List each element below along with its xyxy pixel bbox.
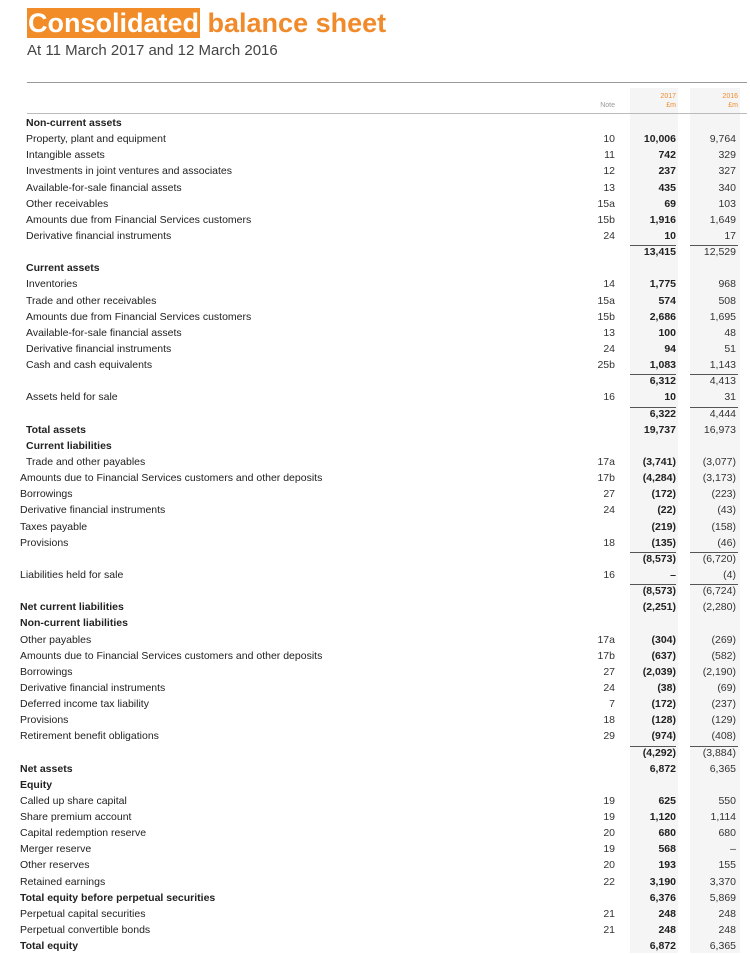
row-label: Amounts due to Financial Services customers and other deposits (20, 472, 323, 485)
row-value-2016: (129) (711, 714, 736, 727)
row-value-2017: 6,872 (649, 762, 676, 775)
row-value-2016: 340 (718, 181, 736, 194)
row-value-2017: 435 (658, 181, 676, 194)
row-label: Total assets (26, 423, 86, 436)
row-note: 20 (603, 859, 615, 872)
table-row (0, 777, 750, 793)
row-label: Total equity before perpetual securities (20, 891, 216, 904)
row-value-2016: (2,280) (702, 601, 736, 614)
page-title (27, 8, 386, 39)
row-value-2017: (2,251) (642, 601, 676, 614)
row-value-2017: (172) (651, 488, 676, 501)
row-value-2016: (3,173) (702, 472, 736, 485)
row-label: Other reserves (20, 859, 90, 872)
row-note: 16 (603, 391, 615, 404)
table-row (0, 115, 750, 131)
row-value-2016: (4) (723, 568, 736, 581)
row-value-2016: (223) (711, 488, 736, 501)
table-row (0, 163, 750, 179)
row-label: Taxes payable (20, 520, 88, 533)
subtotal-rule (690, 552, 738, 553)
row-value-2017: (637) (651, 649, 676, 662)
row-value-2016: (269) (711, 633, 736, 646)
subtotal-rule (630, 584, 676, 585)
year-2017-unit: £m (666, 102, 676, 109)
row-label: Cash and cash equivalents (26, 359, 153, 372)
row-label: Property, plant and equipment (26, 133, 166, 146)
subtotal-rule (690, 407, 738, 408)
row-value-2017: (304) (651, 633, 676, 646)
row-value-2016: 248 (718, 907, 736, 920)
row-label: Available-for-sale financial assets (26, 181, 182, 194)
table-row (0, 486, 750, 502)
row-value-2017: (135) (651, 536, 676, 549)
row-label: Non-current assets (26, 117, 122, 129)
table-row (0, 131, 750, 147)
table-row (0, 212, 750, 228)
row-label: Borrowings (20, 665, 73, 678)
row-label: Borrowings (20, 488, 73, 501)
row-value-2016: 4,444 (709, 407, 736, 420)
table-row (0, 583, 750, 599)
row-value-2017: – (670, 568, 676, 581)
row-value-2016: 327 (718, 165, 736, 178)
row-value-2016: 6,365 (709, 762, 736, 775)
row-note: 20 (603, 827, 615, 840)
row-value-2017: 248 (658, 907, 676, 920)
row-value-2016: (46) (717, 536, 736, 549)
table-row (0, 648, 750, 664)
row-note: 17b (597, 649, 615, 662)
row-value-2017: 237 (658, 165, 676, 178)
row-note: 15b (597, 310, 615, 323)
row-value-2017: 2,686 (649, 310, 676, 323)
table-row (0, 906, 750, 922)
row-label: Derivative financial instruments (20, 504, 166, 517)
row-value-2016: (2,190) (702, 665, 736, 678)
table-row (0, 567, 750, 583)
row-value-2017: 10 (664, 391, 676, 404)
subtotal-rule (630, 407, 676, 408)
table-row (0, 454, 750, 470)
year-2016-header (690, 92, 738, 110)
row-note: 16 (603, 568, 615, 581)
row-note: 21 (603, 907, 615, 920)
row-value-2016: – (730, 843, 736, 856)
table-row (0, 389, 750, 405)
year-2016-unit: £m (728, 102, 738, 109)
row-label: Perpetual capital securities (20, 907, 146, 920)
row-value-2017: 3,190 (649, 875, 676, 888)
row-value-2016: 6,365 (709, 940, 736, 953)
row-note: 13 (603, 326, 615, 339)
table-row (0, 147, 750, 163)
table-row (0, 599, 750, 615)
row-note: 7 (609, 698, 615, 710)
row-label: Inventories (26, 278, 78, 291)
table-row (0, 406, 750, 422)
row-label: Provisions (20, 536, 69, 549)
row-value-2017: (128) (651, 714, 676, 727)
row-value-2017: 248 (658, 924, 676, 936)
row-label: Other receivables (26, 197, 109, 210)
table-row (0, 502, 750, 518)
table-row (0, 809, 750, 825)
table-row (0, 696, 750, 712)
subtotal-rule (690, 746, 738, 747)
row-value-2016: (408) (711, 730, 736, 743)
row-value-2016: 550 (718, 794, 736, 807)
table-row (0, 438, 750, 454)
row-value-2017: 742 (658, 149, 676, 162)
row-label: Available-for-sale financial assets (26, 326, 182, 339)
row-value-2017: (219) (651, 520, 676, 533)
row-label: Current assets (26, 262, 100, 275)
subtotal-rule (630, 245, 676, 246)
row-note: 19 (603, 811, 615, 823)
row-value-2017: (4,292) (642, 746, 676, 759)
row-label: Derivative financial instruments (26, 230, 172, 242)
row-value-2016: (6,720) (702, 552, 736, 565)
subtotal-rule (690, 374, 738, 375)
row-note: 12 (603, 165, 615, 178)
row-note: 10 (603, 133, 615, 146)
row-value-2017: 1,120 (649, 811, 676, 823)
table-row (0, 761, 750, 777)
row-value-2017: 193 (658, 859, 676, 872)
row-label: Liabilities held for sale (20, 568, 124, 581)
subtotal-rule (630, 374, 676, 375)
row-value-2016: (6,724) (702, 585, 736, 598)
row-value-2016: (43) (717, 504, 736, 517)
subtotal-rule (690, 584, 738, 585)
row-note: 17a (597, 455, 615, 468)
row-note: 19 (603, 794, 615, 807)
row-value-2016: 329 (718, 149, 736, 162)
row-label: Net assets (20, 762, 73, 775)
note-column-header: Note (600, 102, 615, 109)
row-label: Perpetual convertible bonds (20, 924, 151, 936)
subtotal-rule (630, 552, 676, 553)
row-label: Deferred income tax liability (20, 698, 149, 710)
row-value-2017: 10 (664, 230, 676, 242)
row-value-2016: (3,077) (702, 455, 736, 468)
row-note: 15a (597, 197, 615, 210)
row-value-2016: 31 (724, 391, 736, 404)
row-note: 18 (603, 536, 615, 549)
table-row (0, 422, 750, 438)
row-label: Current liabilities (26, 439, 112, 452)
row-note: 24 (603, 343, 615, 355)
year-2017-header (630, 92, 676, 110)
table-row (0, 728, 750, 744)
row-note: 27 (603, 665, 615, 678)
table-row (0, 632, 750, 648)
row-value-2017: (974) (651, 730, 676, 743)
table-row (0, 874, 750, 890)
table-row (0, 615, 750, 631)
row-value-2016: 968 (718, 278, 736, 291)
row-value-2016: 4,413 (709, 375, 736, 388)
row-note: 15b (597, 213, 615, 226)
row-value-2016: 51 (724, 343, 736, 355)
table-row (0, 519, 750, 535)
row-label: Amounts due from Financial Services customers (26, 310, 252, 323)
row-note: 13 (603, 181, 615, 194)
row-value-2017: 680 (658, 827, 676, 840)
row-value-2016: 508 (718, 294, 736, 307)
table-row (0, 535, 750, 551)
table-row (0, 841, 750, 857)
row-value-2016: 12,529 (703, 246, 736, 259)
table-row (0, 551, 750, 567)
title-rest: balance sheet (207, 8, 387, 38)
page-subtitle: At 11 March 2017 and 12 March 2016 (27, 42, 278, 59)
row-note: 24 (603, 681, 615, 694)
table-row (0, 244, 750, 260)
row-value-2017: 13,415 (643, 246, 676, 259)
table-row (0, 228, 750, 244)
row-note: 25b (597, 359, 615, 372)
row-label: Non-current liabilities (20, 617, 128, 630)
row-value-2017: 19,737 (643, 423, 676, 436)
row-value-2017: 6,872 (649, 940, 676, 953)
row-value-2017: (22) (657, 504, 676, 517)
row-note: 27 (603, 488, 615, 501)
table-row (0, 325, 750, 341)
row-value-2016: (237) (711, 698, 736, 710)
row-label: Intangible assets (26, 149, 105, 162)
table-row (0, 745, 750, 761)
row-label: Amounts due from Financial Services customers (26, 213, 252, 226)
table-row (0, 260, 750, 276)
row-note: 29 (603, 730, 615, 743)
row-value-2016: 1,114 (710, 811, 736, 823)
row-value-2017: 94 (664, 343, 676, 355)
table-row (0, 664, 750, 680)
row-note: 22 (603, 875, 615, 888)
row-value-2016: 1,695 (709, 310, 736, 323)
row-value-2016: 17 (724, 230, 736, 242)
row-value-2017: 625 (658, 794, 676, 807)
table-row (0, 309, 750, 325)
row-label: Derivative financial instruments (20, 681, 166, 694)
row-label: Derivative financial instruments (26, 343, 172, 355)
table-row (0, 938, 750, 954)
row-value-2016: 103 (718, 197, 736, 210)
row-value-2017: 6,322 (649, 407, 676, 420)
row-label: Amounts due to Financial Services customers and other deposits (20, 649, 323, 662)
row-label: Trade and other payables (26, 455, 146, 468)
row-value-2017: (3,741) (642, 455, 676, 468)
row-label: Total equity (20, 940, 79, 953)
row-value-2016: 3,370 (709, 875, 736, 888)
table-row (0, 857, 750, 873)
row-value-2017: 10,006 (643, 133, 676, 146)
row-value-2016: 5,869 (709, 891, 736, 904)
row-label: Capital redemption reserve (20, 827, 147, 840)
header-rule (27, 82, 747, 83)
row-label: Merger reserve (20, 843, 92, 856)
row-label: Assets held for sale (26, 391, 118, 404)
row-note: 11 (604, 149, 615, 162)
title-highlight: Consolidated (28, 8, 200, 38)
table-row (0, 196, 750, 212)
row-note: 21 (603, 924, 615, 936)
table-row (0, 276, 750, 292)
row-value-2016: 1,143 (709, 359, 736, 372)
row-label: Called up share capital (20, 794, 127, 807)
row-value-2017: (8,573) (642, 585, 676, 598)
table-row (0, 357, 750, 373)
row-label: Investments in joint ventures and associates (26, 165, 233, 178)
table-row (0, 793, 750, 809)
row-value-2016: 9,764 (709, 133, 736, 146)
subtotal-rule (630, 746, 676, 747)
row-value-2017: (4,284) (642, 472, 676, 485)
table-row (0, 680, 750, 696)
table-row (0, 470, 750, 486)
row-value-2017: 69 (664, 197, 676, 210)
row-value-2016: 155 (718, 859, 736, 872)
row-label: Trade and other receivables (26, 294, 157, 307)
year-2017-label: 2017 (660, 93, 676, 100)
row-label: Other payables (20, 633, 92, 646)
row-note: 17b (597, 472, 615, 485)
row-note: 19 (603, 843, 615, 856)
row-value-2016: 1,649 (709, 213, 736, 226)
table-row (0, 180, 750, 196)
year-2016-label: 2016 (722, 93, 738, 100)
table-row (0, 712, 750, 728)
table-row (0, 341, 750, 357)
row-note: 18 (603, 714, 615, 727)
row-note: 24 (603, 504, 615, 517)
row-label: Net current liabilities (20, 601, 124, 614)
row-note: 24 (603, 230, 615, 242)
row-value-2016: 248 (718, 924, 736, 936)
row-value-2016: (158) (711, 520, 736, 533)
row-label: Provisions (20, 714, 69, 727)
row-value-2016: (582) (711, 649, 736, 662)
table-row (0, 293, 750, 309)
table-header-rule (27, 113, 747, 114)
row-value-2016: 680 (718, 827, 736, 840)
row-note: 17a (597, 633, 615, 646)
row-label: Retained earnings (20, 875, 106, 888)
row-label: Retirement benefit obligations (20, 730, 159, 743)
row-value-2017: 1,775 (649, 278, 676, 291)
row-value-2017: (8,573) (642, 552, 676, 565)
row-note: 14 (603, 278, 615, 291)
table-row (0, 922, 750, 938)
row-value-2017: (2,039) (642, 665, 676, 678)
row-value-2017: 6,376 (649, 891, 676, 904)
row-value-2017: 6,312 (649, 375, 676, 388)
table-row (0, 373, 750, 389)
row-note: 15a (597, 294, 615, 307)
row-label: Equity (20, 778, 53, 791)
row-value-2017: 1,083 (649, 359, 676, 372)
row-value-2017: 100 (658, 326, 676, 339)
row-value-2016: (3,884) (702, 746, 736, 759)
subtotal-rule (690, 245, 738, 246)
row-value-2017: 574 (658, 294, 676, 307)
row-value-2016: (69) (717, 681, 736, 694)
row-value-2017: (38) (657, 681, 676, 694)
row-value-2016: 48 (724, 326, 736, 339)
row-label: Share premium account (20, 811, 132, 823)
row-value-2017: (172) (651, 698, 676, 710)
table-row (0, 890, 750, 906)
row-value-2017: 568 (658, 843, 676, 856)
row-value-2017: 1,916 (649, 213, 676, 226)
row-value-2016: 16,973 (703, 423, 736, 436)
table-row (0, 825, 750, 841)
